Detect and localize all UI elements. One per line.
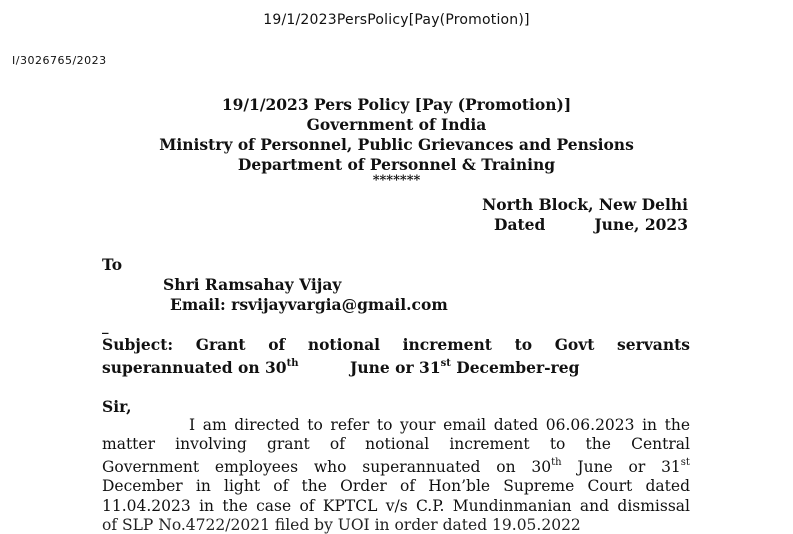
body-word: grant [266, 435, 310, 453]
subject-line-1 [102, 335, 690, 354]
body-word: who [313, 458, 347, 476]
subject-sup-st: st [440, 358, 451, 369]
subject-word: to [514, 335, 533, 354]
subject-line2-post: December-reg [450, 358, 580, 377]
subject-line-2 [102, 358, 298, 377]
dated-label: Dated [494, 215, 546, 234]
subject-word: servants [617, 335, 691, 354]
body-word: June or [577, 458, 646, 476]
body-line-3 [102, 458, 690, 476]
body-word: increment [449, 435, 530, 453]
to-label: To [102, 255, 123, 274]
body-sup-th: th [551, 457, 562, 468]
government-line: Government of India [306, 115, 487, 134]
body-word: superannuated [362, 458, 481, 476]
body-word: Central [631, 435, 690, 453]
body-word: employees [214, 458, 299, 476]
subject-word: Govt [554, 335, 595, 354]
body-line-5: 11.04.2023 in the case of KPTCL v/s C.P. Mundinmanian and dismissal [102, 497, 690, 515]
body-word: on [496, 458, 516, 476]
page-header: 19/1/2023PersPolicy[Pay(Promotion)] [263, 12, 530, 28]
ministry-line: Ministry of Personnel, Public Grievances and Pensions [159, 135, 634, 154]
body-date-30: 30th [531, 457, 562, 476]
subject-word: Grant [195, 335, 246, 354]
addressee-name: Shri Ramsahay Vijay [163, 275, 342, 294]
subject-line-2b [350, 358, 579, 377]
place-line: North Block, New Delhi [482, 195, 688, 214]
department-line: Department of Personnel & Training [237, 155, 556, 174]
body-word: notional [365, 435, 430, 453]
body-line-1: I am directed to refer to your email dated 06.06.2023 in the [189, 416, 690, 434]
dated-value: June, 2023 [594, 215, 688, 234]
subject-label: Subject: [102, 335, 174, 354]
subject-line2-mid: June or 31 [350, 358, 441, 377]
body-word: matter [102, 435, 155, 453]
body-word: the [585, 435, 611, 453]
body-date-31: 31st [661, 457, 690, 476]
salutation: Sir, [102, 397, 132, 416]
body-line-6: of SLP No.4722/2021 filed by UOI in order dated 19.05.2022 [102, 516, 581, 534]
blank-mark: _ [102, 320, 109, 335]
body-word: to [549, 435, 566, 453]
file-number: I/3026765/2023 [12, 54, 107, 67]
subject-word: increment [402, 335, 492, 354]
body-word: Government [102, 458, 200, 476]
subject-sup-th: th [286, 358, 299, 369]
addressee-email: Email: rsvijayvargia@gmail.com [170, 295, 448, 314]
body-word: involving [175, 435, 247, 453]
subject-word: of [268, 335, 286, 354]
body-word: of [329, 435, 345, 453]
body-line-4: December in light of the Order of Hon’ble Supreme Court dated [102, 477, 690, 495]
body-sup-st: st [680, 457, 690, 468]
subject-word: notional [307, 335, 381, 354]
letter-reference: 19/1/2023 Pers Policy [Pay (Promotion)] [221, 95, 572, 114]
body-line-2 [102, 435, 690, 453]
subject-line2-pre: superannuated on 30 [102, 358, 287, 377]
stars-divider: ******* [372, 173, 421, 188]
